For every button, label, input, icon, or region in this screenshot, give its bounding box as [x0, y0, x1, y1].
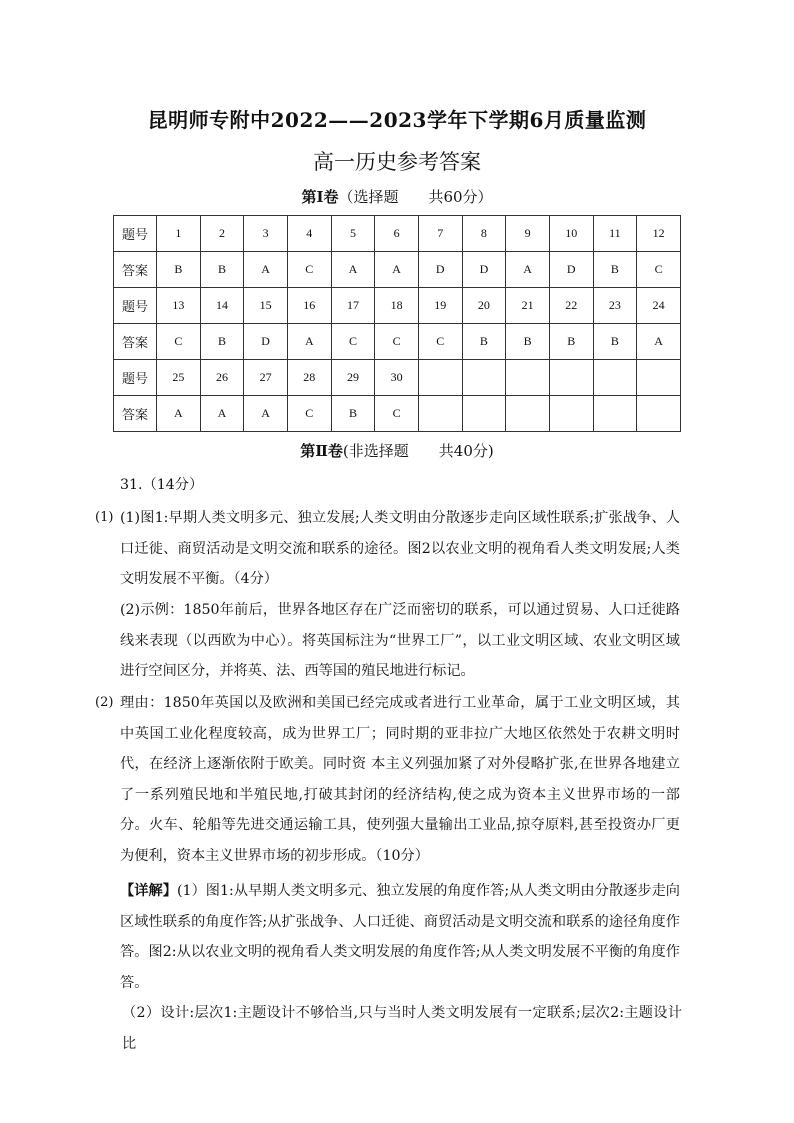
question-number-cell: 17 — [331, 288, 375, 324]
question-number-cell: 23 — [593, 288, 637, 324]
answer-cell: B — [200, 252, 244, 288]
question-number-cell: 10 — [549, 216, 593, 252]
question-number-cell — [462, 360, 506, 396]
part1-heading — [0, 186, 794, 207]
question-number-cell: 11 — [593, 216, 637, 252]
answer-table — [113, 215, 681, 432]
answer-cell — [418, 396, 462, 432]
question-number-cell — [549, 360, 593, 396]
part1-title-bold: 第Ⅰ卷 — [301, 188, 339, 206]
answer-cell: A — [287, 324, 331, 360]
question-number-cell: 2 — [200, 216, 244, 252]
part2-heading — [0, 440, 794, 461]
number-row-label: 题号 — [114, 360, 157, 396]
answer-cell: B — [331, 396, 375, 432]
question-number-cell — [506, 360, 550, 396]
answer-row-label: 答案 — [114, 324, 157, 360]
answer-cell — [506, 396, 550, 432]
question-number-cell: 12 — [637, 216, 681, 252]
detail-paragraph — [120, 876, 680, 998]
answer-cell — [637, 396, 681, 432]
answer-cell: D — [418, 252, 462, 288]
question-number-cell: 25 — [157, 360, 201, 396]
question-number-cell: 18 — [375, 288, 419, 324]
answer-cell: D — [549, 252, 593, 288]
number-row — [114, 288, 681, 324]
answer-cell: A — [637, 324, 681, 360]
answer-cell: C — [418, 324, 462, 360]
question-number-cell: 21 — [506, 288, 550, 324]
question-number-cell: 22 — [549, 288, 593, 324]
answer-cell: A — [506, 252, 550, 288]
answer-cell: D — [462, 252, 506, 288]
question-number-cell: 13 — [157, 288, 201, 324]
answer-cell: B — [549, 324, 593, 360]
answer-paragraph-1: (1)图1:早期人类文明多元、独立发展;人类文明由分散逐步走向区域性联系;扩张战争、人口迁徙、商贸活动是文明交流和联系的途径。图2以农业文明的视角看人类文明发展;人类文明发展不平衡。（4分） — [120, 510, 680, 587]
question-number-cell: 8 — [462, 216, 506, 252]
answer-cell — [462, 396, 506, 432]
answer-row — [114, 324, 681, 360]
answer-cell: D — [244, 324, 288, 360]
question-number-cell: 19 — [418, 288, 462, 324]
question-number-cell: 27 — [244, 360, 288, 396]
answer-cell: A — [375, 252, 419, 288]
number-row — [114, 216, 681, 252]
answer-cell: C — [331, 324, 375, 360]
question-31-heading: 31.（14分） — [120, 477, 204, 493]
answer-cell: B — [506, 324, 550, 360]
answer-cell: C — [637, 252, 681, 288]
answer-cell: B — [593, 252, 637, 288]
question-number-cell: 5 — [331, 216, 375, 252]
part2-title-rest: (非选择题 共40分) — [342, 442, 494, 460]
question-number-cell: 26 — [200, 360, 244, 396]
question-number-cell: 28 — [287, 360, 331, 396]
answer-row — [114, 396, 681, 432]
answer-cell: B — [157, 252, 201, 288]
question-number-cell: 16 — [287, 288, 331, 324]
question-number-cell: 14 — [200, 288, 244, 324]
question-number-cell: 30 — [375, 360, 419, 396]
question-number-cell: 6 — [375, 216, 419, 252]
answer-cell — [549, 396, 593, 432]
answer-row — [114, 252, 681, 288]
question-number-cell: 24 — [637, 288, 681, 324]
number-row-label: 题号 — [114, 216, 157, 252]
question-number-cell: 9 — [506, 216, 550, 252]
answer-cell: C — [157, 324, 201, 360]
answer-cell: C — [287, 252, 331, 288]
answer-cell — [593, 396, 637, 432]
answer-paragraph-5: （2）设计:层次1:主题设计不够恰当,只与当时人类文明发展有一定联系;层次2:主题设计比 — [122, 1005, 682, 1052]
answer-cell: A — [331, 252, 375, 288]
question-number-cell — [593, 360, 637, 396]
answer-row-label: 答案 — [114, 252, 157, 288]
part2-title-bold: 第Ⅱ卷 — [300, 442, 343, 460]
answer-cell: A — [200, 396, 244, 432]
answer-cell: A — [157, 396, 201, 432]
question-number-cell: 3 — [244, 216, 288, 252]
part1-title-rest: （选择题 共60分） — [338, 188, 493, 206]
answer-cell: B — [200, 324, 244, 360]
answer-paragraph-3: 理由：1850年英国以及欧洲和美国已经完成或者进行工业革命，属于工业文明区域，其中英国工业化程度较高，成为世界工厂；同时期的亚非拉广大地区依然处于农耕文明时代，在经济上逐渐依附于欧美。同时资 本主义列强加紧了对外侵略扩张,在世界各地建立了一系列殖民地和半殖民地,打破其封闭的经济结构,使之成为资本主义世界市场的一部分。火车、轮船等先进交通运输工具，使列强大量输出工业品,掠夺原料,甚至投资办厂更为便利，资本主义世界市场的初步形成。（10分） — [120, 695, 680, 864]
question-number-cell — [637, 360, 681, 396]
question-number-cell: 7 — [418, 216, 462, 252]
number-row — [114, 360, 681, 396]
question-number-cell: 1 — [157, 216, 201, 252]
answer-cell: C — [287, 396, 331, 432]
question-number-cell — [418, 360, 462, 396]
answer-row-label: 答案 — [114, 396, 157, 432]
detail-label: 【详解】 — [120, 883, 177, 899]
page-title: 昆明师专附中2022——2023学年下学期6月质量监测 — [147, 108, 647, 132]
detail-text: (1）图1:从早期人类文明多元、独立发展的角度作答;从人类文明由分散逐步走向区域性联系的角度作答;从扩张战争、人口迁徙、商贸活动是文明交流和联系的途径角度作答。图2:从以农业文明的视角看人类文明发展的角度作答;从人类文明发展不平衡的角度作答。 — [120, 883, 680, 991]
answer-cell: A — [244, 252, 288, 288]
subquestion-1-marker: (1) — [95, 510, 114, 525]
answer-cell: A — [244, 396, 288, 432]
question-number-cell: 29 — [331, 360, 375, 396]
subquestion-2-marker: (2) — [95, 695, 114, 710]
page-subtitle: 高一历史参考答案 — [313, 150, 481, 174]
question-number-cell: 15 — [244, 288, 288, 324]
question-number-cell: 4 — [287, 216, 331, 252]
answer-paragraph-2: (2)示例：1850年前后，世界各地区存在广泛而密切的联系，可以通过贸易、人口迁徙路线来表现（以西欧为中心）。将英国标注为“世界工厂”，以工业文明区域、农业文明区域进行空间区分，并将英、法、西等国的殖民地进行标记。 — [120, 602, 680, 679]
answer-cell: C — [375, 396, 419, 432]
answer-cell: C — [375, 324, 419, 360]
answer-cell: B — [462, 324, 506, 360]
answer-cell: B — [593, 324, 637, 360]
number-row-label: 题号 — [114, 288, 157, 324]
question-number-cell: 20 — [462, 288, 506, 324]
